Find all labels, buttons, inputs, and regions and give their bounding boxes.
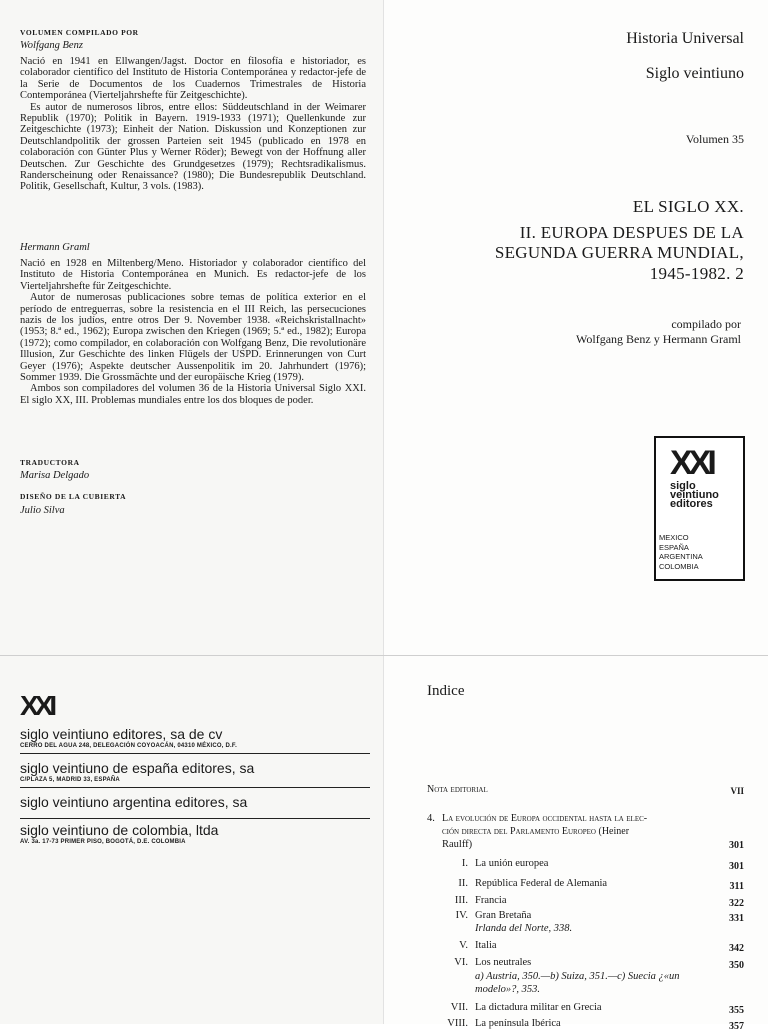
toc-item-page: 350 (729, 960, 744, 971)
country-3: ARGENTINA (659, 552, 703, 561)
editor2-bio-p3: Ambos son compiladores del volumen 36 de la Historia Universal Siglo XXI. El siglo XX, III. Problemas mundiales entre los dos bloques de poder. (20, 383, 366, 406)
toc-item-label: Italia (475, 940, 497, 951)
publisher-entry-mexico (20, 726, 370, 754)
publisher-name: siglo veintiuno editores, sa de cv (20, 726, 223, 742)
chapter-author2: Raulff) (442, 839, 473, 850)
editor2-name: Hermann Graml (20, 242, 90, 253)
volume-label: VOLUMEN COMPILADO POR (20, 28, 139, 37)
toc-item-number: I. (461, 858, 468, 869)
publisher-name: siglo veintiuno argentina editores, sa (20, 794, 248, 810)
toc-item-label: Irlanda del Norte, 338. (475, 923, 573, 934)
toc-item-label: modelo»?, 353. (475, 984, 541, 995)
book-title-line4: 1945-1982. 2 (649, 264, 744, 283)
editor2-bio (20, 258, 366, 406)
toc-item-page: 355 (729, 1005, 744, 1016)
toc-item-number: V. (459, 940, 468, 951)
publisher-entry-spain (20, 760, 370, 788)
toc-item-number: IV. (455, 910, 468, 921)
publisher-address: CERRO DEL AGUA 248, DELEGACIÓN COYOACÁN, 04310 MÉXICO, D.F. (20, 743, 237, 749)
chapter-title-line1: La evolución de Europa occidental hasta la elec- (442, 813, 648, 824)
book-title-line3: SEGUNDA GUERRA MUNDIAL, (494, 243, 744, 262)
translator-name: Marisa Delgado (20, 470, 90, 481)
index-heading: Indice (427, 683, 465, 699)
logo-name-1: siglo (670, 480, 696, 492)
editor1-bio-p1: Nació en 1941 en Ellwangen/Jagst. Doctor en filosofía e historiador, es colaborador científico del Instituto de Historia Contemporánea y redactor-jefe de la Serie de Documentos de los Cuadernos Trimestrales de Historia Contemporánea (Vierteljahrshefte für Zeitgeschichte). (20, 56, 366, 102)
publisher-name: siglo veintiuno de españa editores, sa (20, 760, 255, 776)
book-title-line1: EL SIGLO XX. (632, 197, 744, 216)
series-title: Historia Universal (626, 30, 744, 47)
toc-item-label: La península Ibérica (475, 1018, 561, 1029)
logo-countries (659, 533, 703, 571)
page-divider (0, 655, 768, 656)
editor2-bio-p1: Nació en 1928 en Miltenberg/Meno. Historiador y colaborador científico del Instituto de Historia Contemporánea en Munich. Es redactor-jefe de los Vierteljahrshefte für Zeitgeschichte. (20, 258, 366, 292)
spine-divider (383, 0, 384, 1024)
divider (20, 753, 370, 754)
toc-item-page: 322 (729, 898, 744, 909)
toc-item-page: 357 (729, 1021, 744, 1032)
toc-item-label: a) Austria, 350.—b) Suiza, 351.—c) Suecia ¿«un (475, 971, 680, 982)
toc-item-page: 331 (729, 913, 744, 924)
toc-item-number: VI. (454, 957, 468, 968)
volume-number: Volumen 35 (685, 132, 744, 146)
chapter-title-line2 (442, 826, 718, 837)
toc-item-page: 342 (729, 943, 744, 954)
editor1-bio-p2: Es autor de numerosos libros, entre ellos: Süddeutschland in der Weimarer Republik (1970); Politik in Bayern. 1919-1933 (1971); Quellenkunde zur Zeitgeschichte (1973); Einheit der Nation. Diskussion und Konzeptionen zur Deutschlandpolitik der grossen Parteien seit 1945 (publicado en 1978 en colaboración con Günter Plus y Werner Röder); Bewegt von der Hoffnung aller Deutschen. Zur Geschichte des Grundgesetzes (1979); Rechtsradikalismus. Randerscheinung oder Renaissance? (1980); Die Bundesrepublik Deutschland. Politik, Gesellschaft, Kultur, 3 vols. (1983). (20, 101, 366, 193)
translator-label: TRADUCTORA (20, 458, 80, 467)
divider (20, 818, 370, 819)
publisher-entry-colombia (20, 822, 370, 846)
toc-item-label: Los neutrales (475, 957, 532, 968)
country-4: COLOMBIA (659, 561, 699, 571)
publisher-address: AV. 3a. 17-73 PRIMER PISO, BOGOTÁ, D.E. COLOMBIA (20, 839, 186, 845)
publisher-address: C/PLAZA 5, MADRID 33, ESPAÑA (20, 777, 120, 783)
compilers: Wolfgang Benz y Hermann Graml (576, 332, 741, 346)
chapter-number: 4. (427, 813, 435, 824)
divider (20, 787, 370, 788)
toc-item-page: 301 (729, 861, 744, 872)
compiled-by: compilado por (671, 317, 741, 331)
editor1-bio (20, 56, 366, 193)
chapter-title-b: ción directa del Parlamento Europeo (442, 826, 596, 837)
toc-item-number: VII. (450, 1002, 468, 1013)
publisher-entry-argentina (20, 794, 370, 819)
publisher-name: siglo veintiuno de colombia, ltda (20, 822, 219, 838)
logo-name-2: veintiuno (670, 489, 719, 501)
cover-label: DISEÑO DE LA CUBIERTA (20, 492, 127, 501)
xxi-logo-mark: XXI (670, 444, 713, 482)
toc-item-page: 311 (729, 881, 744, 892)
chapter-author: (Heiner (598, 826, 630, 837)
country-1: MEXICO (659, 533, 689, 542)
country-2: ESPAÑA (659, 542, 689, 552)
toc-item-label: Gran Bretaña (475, 910, 532, 921)
toc-item-label: Francia (475, 895, 507, 906)
editor1-name: Wolfgang Benz (20, 40, 83, 51)
nota-page: VII (730, 786, 744, 796)
book-title-line2: II. EUROPA DESPUES DE LA (519, 223, 744, 242)
xxi-logo-mark-small: XXI (20, 690, 54, 721)
editor2-bio-p2: Autor de numerosas publicaciones sobre temas de política exterior en el período de entreguerras, sobre la resistencia en el III Reich, las persecuciones nazis de los judíos, entre otros Der 9. November 1938. «Reichskristallnacht» (1953; 8.ª ed., 1962); Europa zwischen den Kriegen (1969; 5.ª ed., 1982); Europa (1972); como compilador, en colaboración con Wolfgang Benz, Die revolutionäre Illusion, Zur Geschichte des linken Flügels der USPD. Erinnerungen von Curt Geyer (1976); Aspekte deutscher Aussenpolitik im 20. Jahrhundert (1976); Sommer 1939. Die Grossmächte und der europäische Krieg (1979). (20, 292, 366, 384)
logo-name-3: editores (670, 498, 713, 510)
logo-name (670, 482, 730, 509)
chapter-page: 301 (729, 840, 744, 851)
toc-item-number: II. (458, 878, 468, 889)
toc-item-number: III. (454, 895, 468, 906)
nota-editorial: Nota editorial (427, 784, 488, 795)
toc-item-number: VIII. (447, 1018, 468, 1029)
series-subtitle: Siglo veintiuno (645, 65, 744, 82)
toc-item-label: República Federal de Alemania (475, 878, 608, 889)
toc-item-label: La unión europea (475, 858, 549, 869)
cover-designer: Julio Silva (20, 505, 65, 516)
toc-item-label: La dictadura militar en Grecia (475, 1002, 602, 1013)
publisher-logo (654, 436, 745, 581)
